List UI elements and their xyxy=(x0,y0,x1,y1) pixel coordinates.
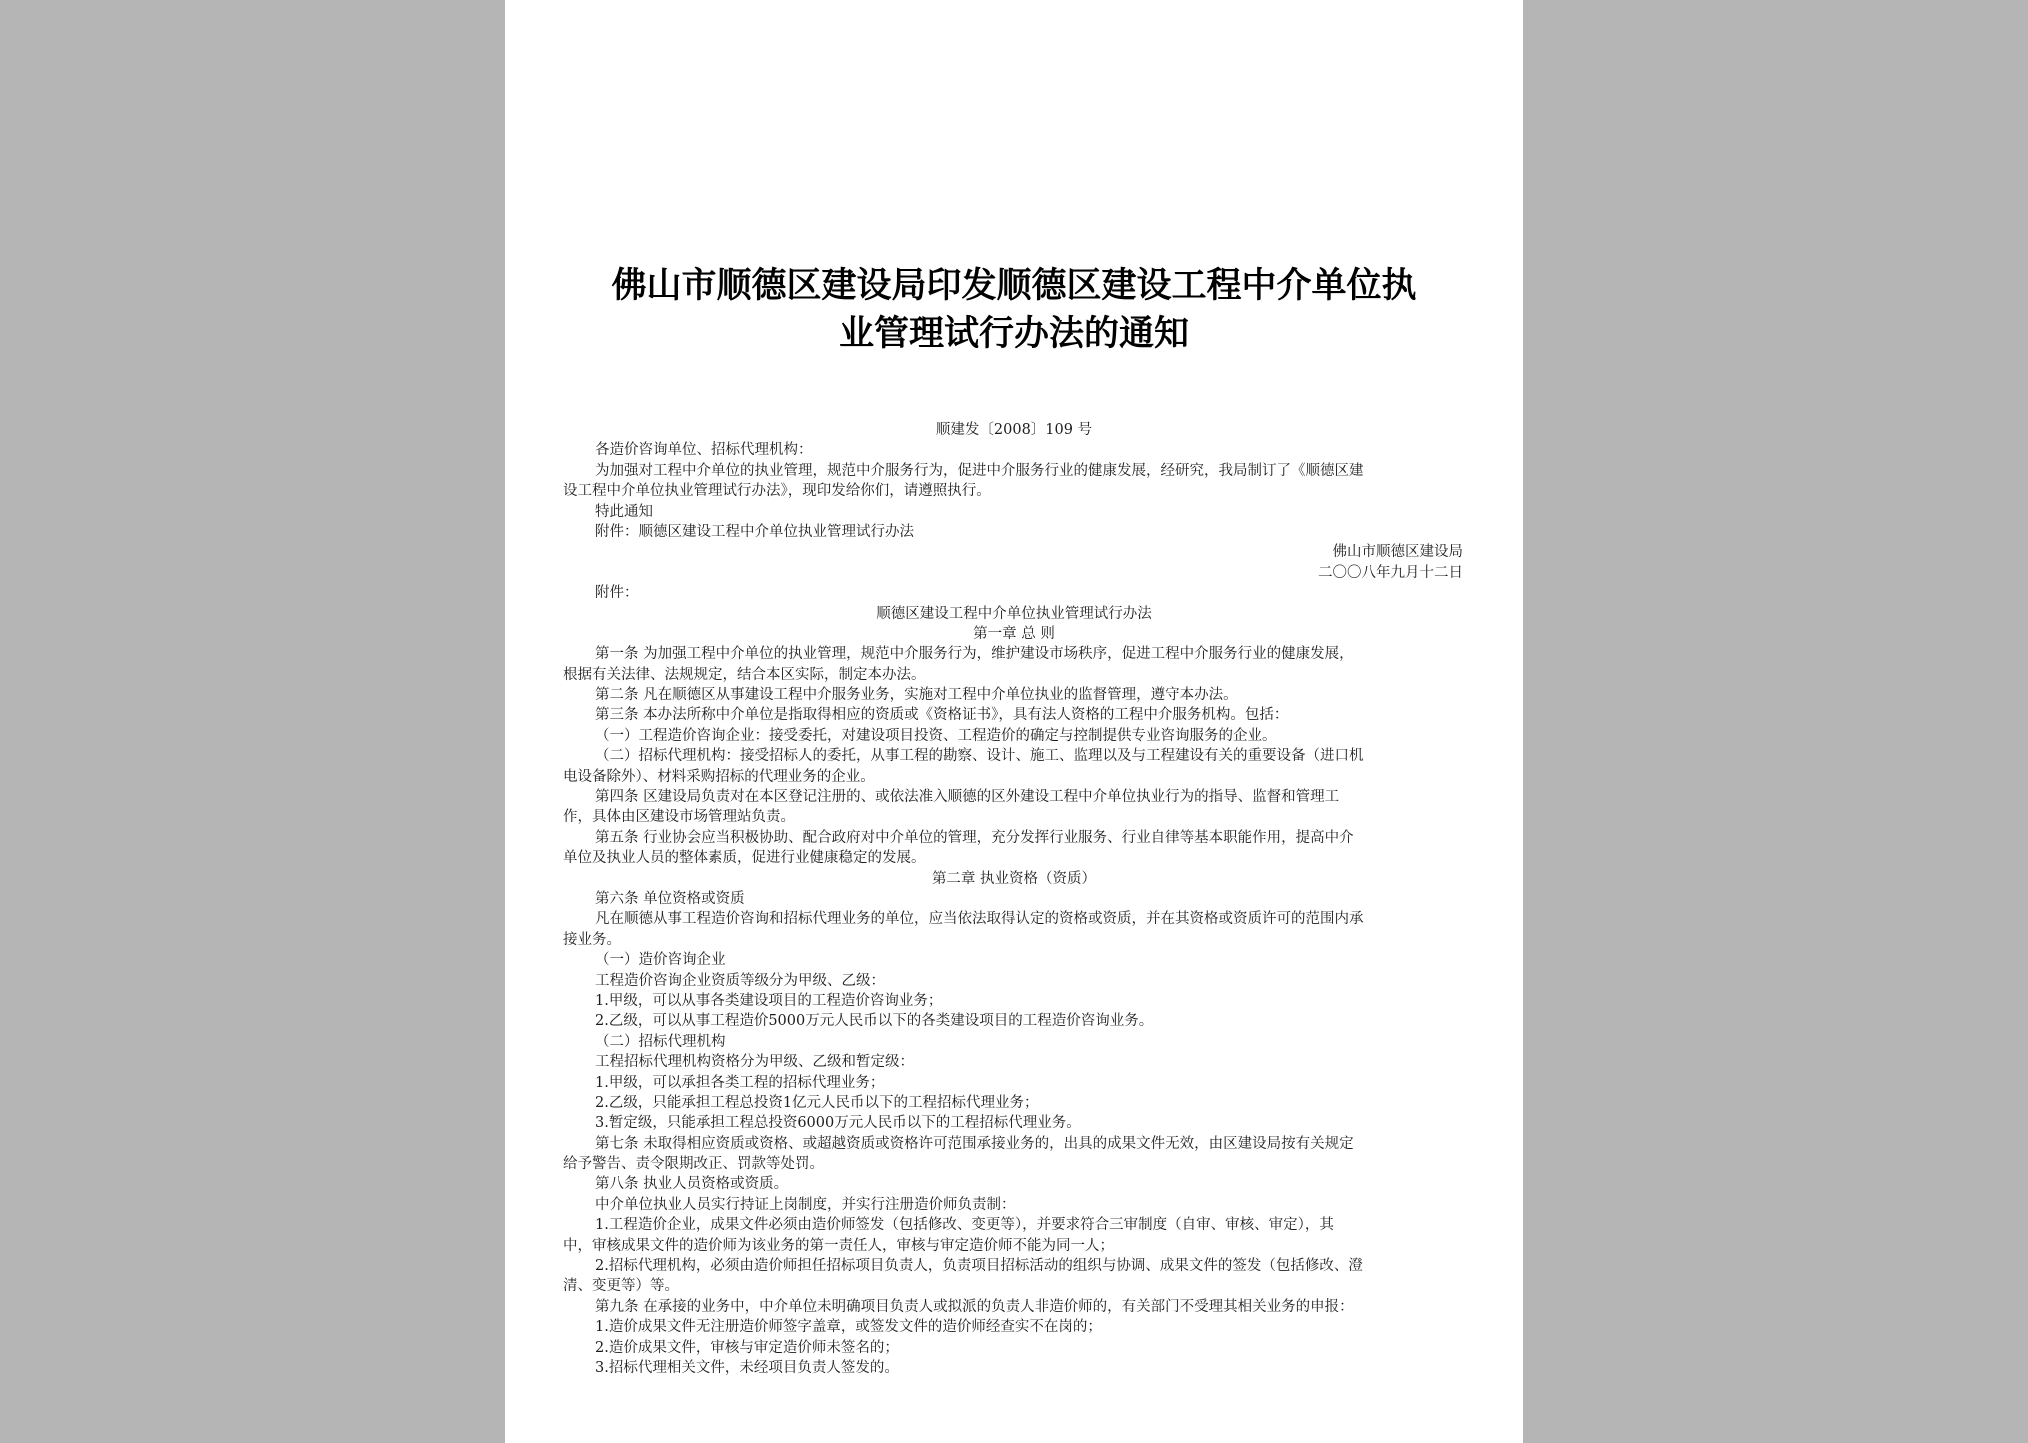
article-line: （一）造价咨询企业 xyxy=(595,952,726,969)
article-line: 中，审核成果文件的造价师为该业务的第一责任人，审核与审定造价师不能为同一人； xyxy=(563,1237,1114,1254)
article-line: 第六条 单位资格或资质 xyxy=(595,890,745,907)
article-line: 1.甲级，可以承担各类工程的招标代理业务； xyxy=(595,1074,885,1091)
article-line: 3.暂定级，只能承担工程总投资6000万元人民币以下的工程招标代理业务。 xyxy=(595,1115,1081,1132)
article-line: 单位及执业人员的整体素质，促进行业健康稳定的发展。 xyxy=(563,850,926,867)
issuer-signature: 佛山市顺德区建设局 xyxy=(1332,544,1463,561)
article-line: 1.造价成果文件无注册造价师签字盖章，或签发文件的造价师经查实不在岗的； xyxy=(595,1319,1102,1336)
article-line: 第五条 行业协会应当积极协助、配合政府对中介单位的管理，充分发挥行业服务、行业自律等基本职能作用，提高中介 xyxy=(595,829,1354,846)
article-line: 第八条 执业人员资格或资质。 xyxy=(595,1176,789,1193)
attachment-reference: 附件：顺德区建设工程中介单位执业管理试行办法 xyxy=(595,523,914,540)
notice-paragraph-line: 为加强对工程中介单位的执业管理，规范中介服务行为，促进中介服务行业的健康发展，经研究，我局制订了《顺德区建 xyxy=(595,462,1364,479)
article-line: 作，具体由区建设市场管理站负责。 xyxy=(563,809,795,826)
article-line: 电设备除外）、材料采购招标的代理业务的企业。 xyxy=(563,768,875,785)
article-line: 2.乙级，可以从事工程造价5000万元人民币以下的各类建设项目的工程造价咨询业务。 xyxy=(595,1013,1154,1030)
attachment-title: 顺德区建设工程中介单位执业管理试行办法 xyxy=(876,605,1152,622)
attachment-label: 附件： xyxy=(595,585,639,602)
article-line: 工程造价咨询企业资质等级分为甲级、乙级： xyxy=(595,972,885,989)
article-line: 第四条 区建设局负责对在本区登记注册的、或依法准入顺德的区外建设工程中介单位执业行为的指导、监督和管理工 xyxy=(595,789,1340,806)
title-line-1: 佛山市顺德区建设局印发顺德区建设工程中介单位执 xyxy=(611,266,1417,306)
addressee: 各造价咨询单位、招标代理机构： xyxy=(595,442,813,459)
article-line: 根据有关法律、法规规定，结合本区实际，制定本办法。 xyxy=(563,666,926,683)
document-page xyxy=(505,0,1523,1443)
article-line: 接业务。 xyxy=(563,931,621,948)
article-line: 给予警告、责令限期改正、罚款等处罚。 xyxy=(563,1156,824,1173)
article-line: 2.乙级，只能承担工程总投资1亿元人民币以下的工程招标代理业务； xyxy=(595,1094,1039,1111)
article-line: 清、变更等）等。 xyxy=(563,1278,679,1295)
article-line: 中介单位执业人员实行持证上岗制度，并实行注册造价师负责制： xyxy=(595,1196,1016,1213)
article-line: （二）招标代理机构 xyxy=(595,1033,726,1050)
article-line: 第九条 在承接的业务中，中介单位未明确项目负责人或拟派的负责人非造价师的，有关部门不受理其相关业务的申报： xyxy=(595,1298,1354,1315)
title-line-2: 业管理试行办法的通知 xyxy=(838,314,1189,354)
chapter-heading: 第一章 总 则 xyxy=(973,625,1055,642)
article-line: 1.工程造价企业，成果文件必须由造价师签发（包括修改、变更等），并要求符合三审制度（自审、审核、审定），其 xyxy=(595,1217,1334,1234)
chapter-heading: 第二章 执业资格（资质） xyxy=(931,870,1097,887)
article-line: （二）招标代理机构：接受招标人的委托，从事工程的勘察、设计、施工、监理以及与工程建设有关的重要设备（进口机 xyxy=(595,748,1364,765)
issue-date: 二〇〇八年九月十二日 xyxy=(1318,564,1463,581)
article-line: 第一条 为加强工程中介单位的执业管理，规范中介服务行为，维护建设市场秩序，促进工程中介服务行业的健康发展， xyxy=(595,646,1354,663)
document-body xyxy=(563,420,1465,1378)
special-notice: 特此通知 xyxy=(595,503,653,520)
article-line: 1.甲级，可以从事各类建设项目的工程造价咨询业务； xyxy=(595,992,943,1009)
article-line: 3.招标代理相关文件，未经项目负责人签发的。 xyxy=(595,1359,899,1376)
article-line: 凡在顺德从事工程造价咨询和招标代理业务的单位，应当依法取得认定的资格或资质，并在其资格或资质许可的范围内承 xyxy=(595,911,1364,928)
article-line: 第二条 凡在顺德区从事建设工程中介服务业务，实施对工程中介单位执业的监督管理，遵守本办法。 xyxy=(595,687,1238,704)
document-number: 顺建发〔2008〕109 号 xyxy=(935,422,1093,438)
notice-paragraph-line: 设工程中介单位执业管理试行办法》，现印发给你们，请遵照执行。 xyxy=(563,483,991,500)
article-line: 2.招标代理机构，必须由造价师担任招标项目负责人，负责项目招标活动的组织与协调、成果文件的签发（包括修改、澄 xyxy=(595,1258,1363,1275)
article-line: 第三条 本办法所称中介单位是指取得相应的资质或《资格证书》，具有法人资格的工程中介服务机构。包括： xyxy=(595,707,1289,724)
article-line: （一）工程造价咨询企业：接受委托，对建设项目投资、工程造价的确定与控制提供专业咨询服务的企业。 xyxy=(595,727,1277,744)
article-line: 2.造价成果文件，审核与审定造价师未签名的； xyxy=(595,1339,899,1356)
article-line: 工程招标代理机构资格分为甲级、乙级和暂定级： xyxy=(595,1054,914,1071)
document-title xyxy=(565,262,1463,358)
article-line: 第七条 未取得相应资质或资格、或超越资质或资格许可范围承接业务的，出具的成果文件无效，由区建设局按有关规定 xyxy=(595,1135,1354,1152)
